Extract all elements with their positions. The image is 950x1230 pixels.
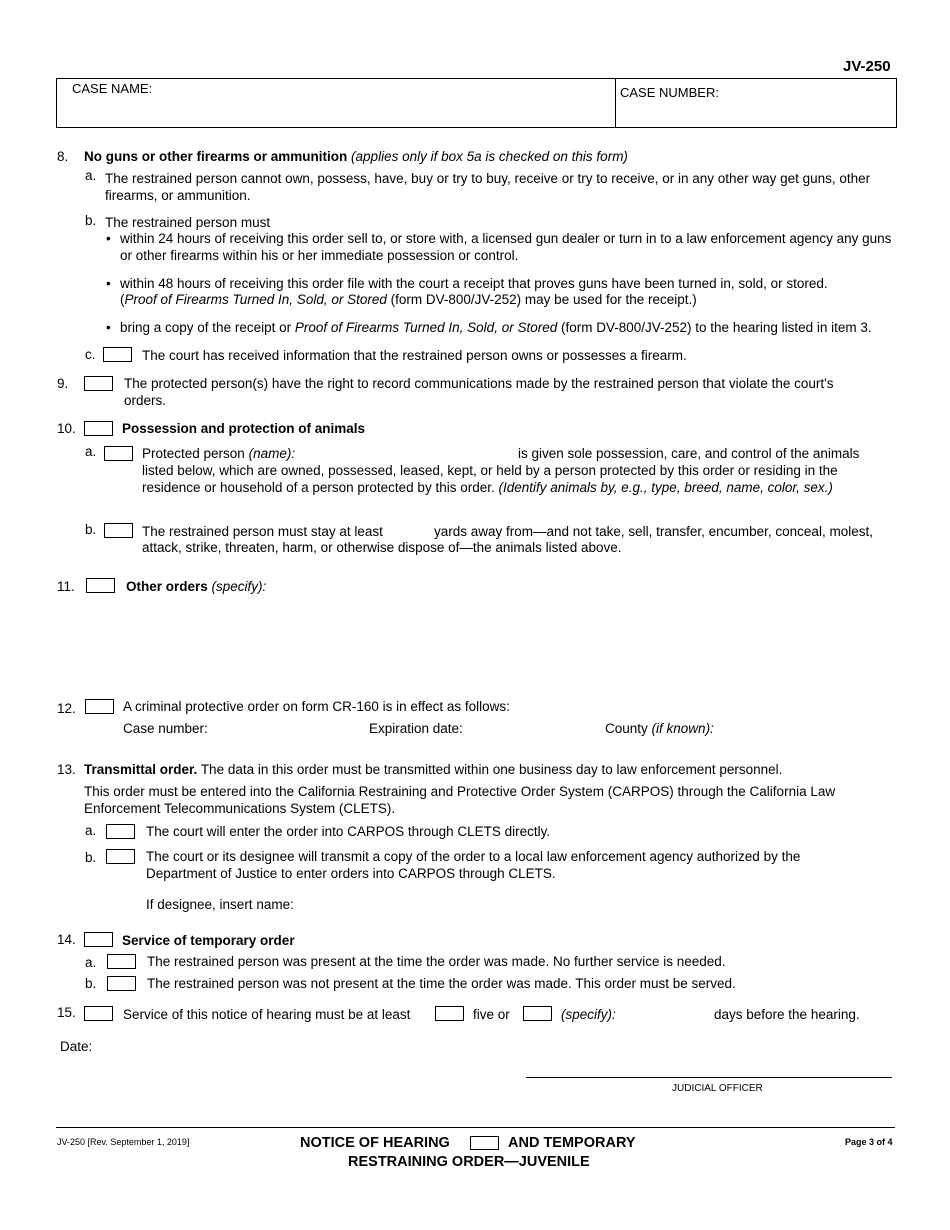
bullet-1-dot: • [106,231,111,246]
footer-checkbox[interactable] [470,1136,499,1150]
item8b-bullet-3: bring a copy of the receipt or Proof of Firearms Turned In, Sold, or Stored (form DV-800/JV-252) to the hearing listed in item 3. [120,320,872,335]
item13-heading: Transmittal order. The data in this order must be transmitted within one business day to law enforcement personnel. [84,762,783,777]
judicial-officer-label: JUDICIAL OFFICER [672,1083,763,1094]
item14a-text: The restrained person was present at the time the order was made. No further service is needed. [147,954,726,969]
item8a-label: a. [85,168,97,183]
item15-five-checkbox[interactable] [435,1006,464,1021]
item13-paragraph: This order must be entered into the California Restraining and Protective Order System (CARPOS) through the California Law Enforcement Telecommunications System (CLETS). [84,784,836,816]
footer-rule [56,1127,895,1128]
item10-checkbox[interactable] [84,421,113,436]
item15-five: five or [473,1007,510,1022]
item8b-label: b. [85,213,97,228]
item8-heading [84,148,628,165]
item13a-text: The court will enter the order into CARPOS through CLETS directly. [146,824,551,839]
item10b-post: yards away from—and not take, sell, transfer, encumber, conceal, molest, [434,524,873,539]
footer-title-post: AND TEMPORARY [508,1135,636,1151]
item12-case-number: Case number: [123,721,208,736]
footer-rev: JV-250 [Rev. September 1, 2019] [57,1137,190,1147]
item10b-line2: attack, strike, threaten, harm, or otherwise dispose of—the animals listed above. [142,540,622,555]
item12-checkbox[interactable] [85,699,114,714]
item11-heading: Other orders (specify): [126,579,267,594]
caption-divider [615,78,616,128]
caption-box [56,78,897,128]
item15-post: days before the hearing. [714,1007,860,1022]
item12-county: County (if known): [605,721,714,736]
item15-number: 15. [57,1005,76,1020]
item8c-checkbox[interactable] [103,347,132,362]
item8c-text: The court has received information that the restrained person owns or possesses a firearm. [142,348,687,363]
item8-title-note: (applies only if box 5a is checked on this form) [351,149,628,164]
item10b-pre: The restrained person must stay at least [142,524,383,539]
item13b-text: The court or its designee will transmit a copy of the order to a local law enforcement agency authorized by the Department of Justice to enter orders into CARPOS through CLETS. [146,849,801,881]
item10-number: 10. [57,421,76,436]
item14b-label: b. [85,976,97,991]
item10b-label: b. [85,522,97,537]
item12-expiration: Expiration date: [369,721,463,736]
item9-checkbox[interactable] [84,376,113,391]
item14a-checkbox[interactable] [107,954,136,969]
case-name-label: CASE NAME: [72,81,153,96]
item8c-label: c. [85,347,96,362]
item12-number: 12. [57,701,76,716]
item13-designee: If designee, insert name: [146,897,294,912]
footer-page: Page 3 of 4 [845,1137,893,1147]
date-label: Date: [60,1039,93,1054]
item8-number: 8. [57,149,69,164]
item9-number: 9. [57,376,69,391]
item12-text: A criminal protective order on form CR-160 is in effect as follows: [123,699,510,714]
item10b-checkbox[interactable] [104,523,133,538]
item14a-label: a. [85,955,97,970]
case-number-label: CASE NUMBER: [620,85,719,100]
signature-line [526,1077,892,1078]
item13a-label: a. [85,823,97,838]
item9-text: The protected person(s) have the right to record communications made by the restrained person that violate the court's orders. [124,376,834,408]
item10a-line2: listed below, which are owned, possessed, leased, kept, or held by a person protected by this order or residing in the [142,463,838,478]
item14-number: 14. [57,932,76,947]
item15-pre: Service of this notice of hearing must be at least [123,1007,411,1022]
item10a-checkbox[interactable] [104,446,133,461]
item13a-checkbox[interactable] [106,824,135,839]
item10a-line1-post: is given sole possession, care, and control of the animals [518,446,860,461]
item11-checkbox[interactable] [86,578,115,593]
item10a-line3: residence or household of a person protected by this order. (Identify animals by, e.g., type, breed, name, color, sex.) [142,480,833,495]
item10a-label: a. [85,444,97,459]
item13b-checkbox[interactable] [106,849,135,864]
footer-title-2: RESTRAINING ORDER—JUVENILE [348,1154,590,1170]
item14-title: Service of temporary order [122,933,295,948]
item8-title: No guns or other firearms or ammunition [84,149,348,164]
item13-number: 13. [57,762,76,777]
item14b-text: The restrained person was not present at the time the order was made. This order must be served. [147,976,736,991]
item8b-bullet-1: within 24 hours of receiving this order sell to, or store with, a licensed gun dealer or turn in to a law enforcement agency any guns or other firearms within his or her immediate possession or control. [120,231,892,263]
item11-number: 11. [57,579,75,594]
item15-checkbox[interactable] [84,1006,113,1021]
bullet-3-dot: • [106,320,111,335]
item14-checkbox[interactable] [84,932,113,947]
item14b-checkbox[interactable] [107,976,136,991]
item15-specify: (specify): [561,1007,616,1022]
item10-title: Possession and protection of animals [122,421,366,436]
item8b-bullet-2-line2: (Proof of Firearms Turned In, Sold, or Stored (form DV-800/JV-252) may be used for the receipt.) [120,292,697,307]
footer-title-pre: NOTICE OF HEARING [300,1135,450,1151]
form-id: JV-250 [843,58,891,75]
item15-specify-checkbox[interactable] [523,1006,552,1021]
bullet-2-dot: • [106,276,111,291]
item8b-bullet-2: within 48 hours of receiving this order file with the court a receipt that proves guns have been turned in, sold, or stored. [120,276,828,291]
item10a-line1: Protected person (name): [142,446,296,461]
item8b-text: The restrained person must [105,215,271,230]
item13b-label: b. [85,850,97,865]
item8a-text: The restrained person cannot own, possess, have, buy or try to buy, receive or try to receive, or in any other way get guns, other firearms, or ammunition. [105,171,871,203]
